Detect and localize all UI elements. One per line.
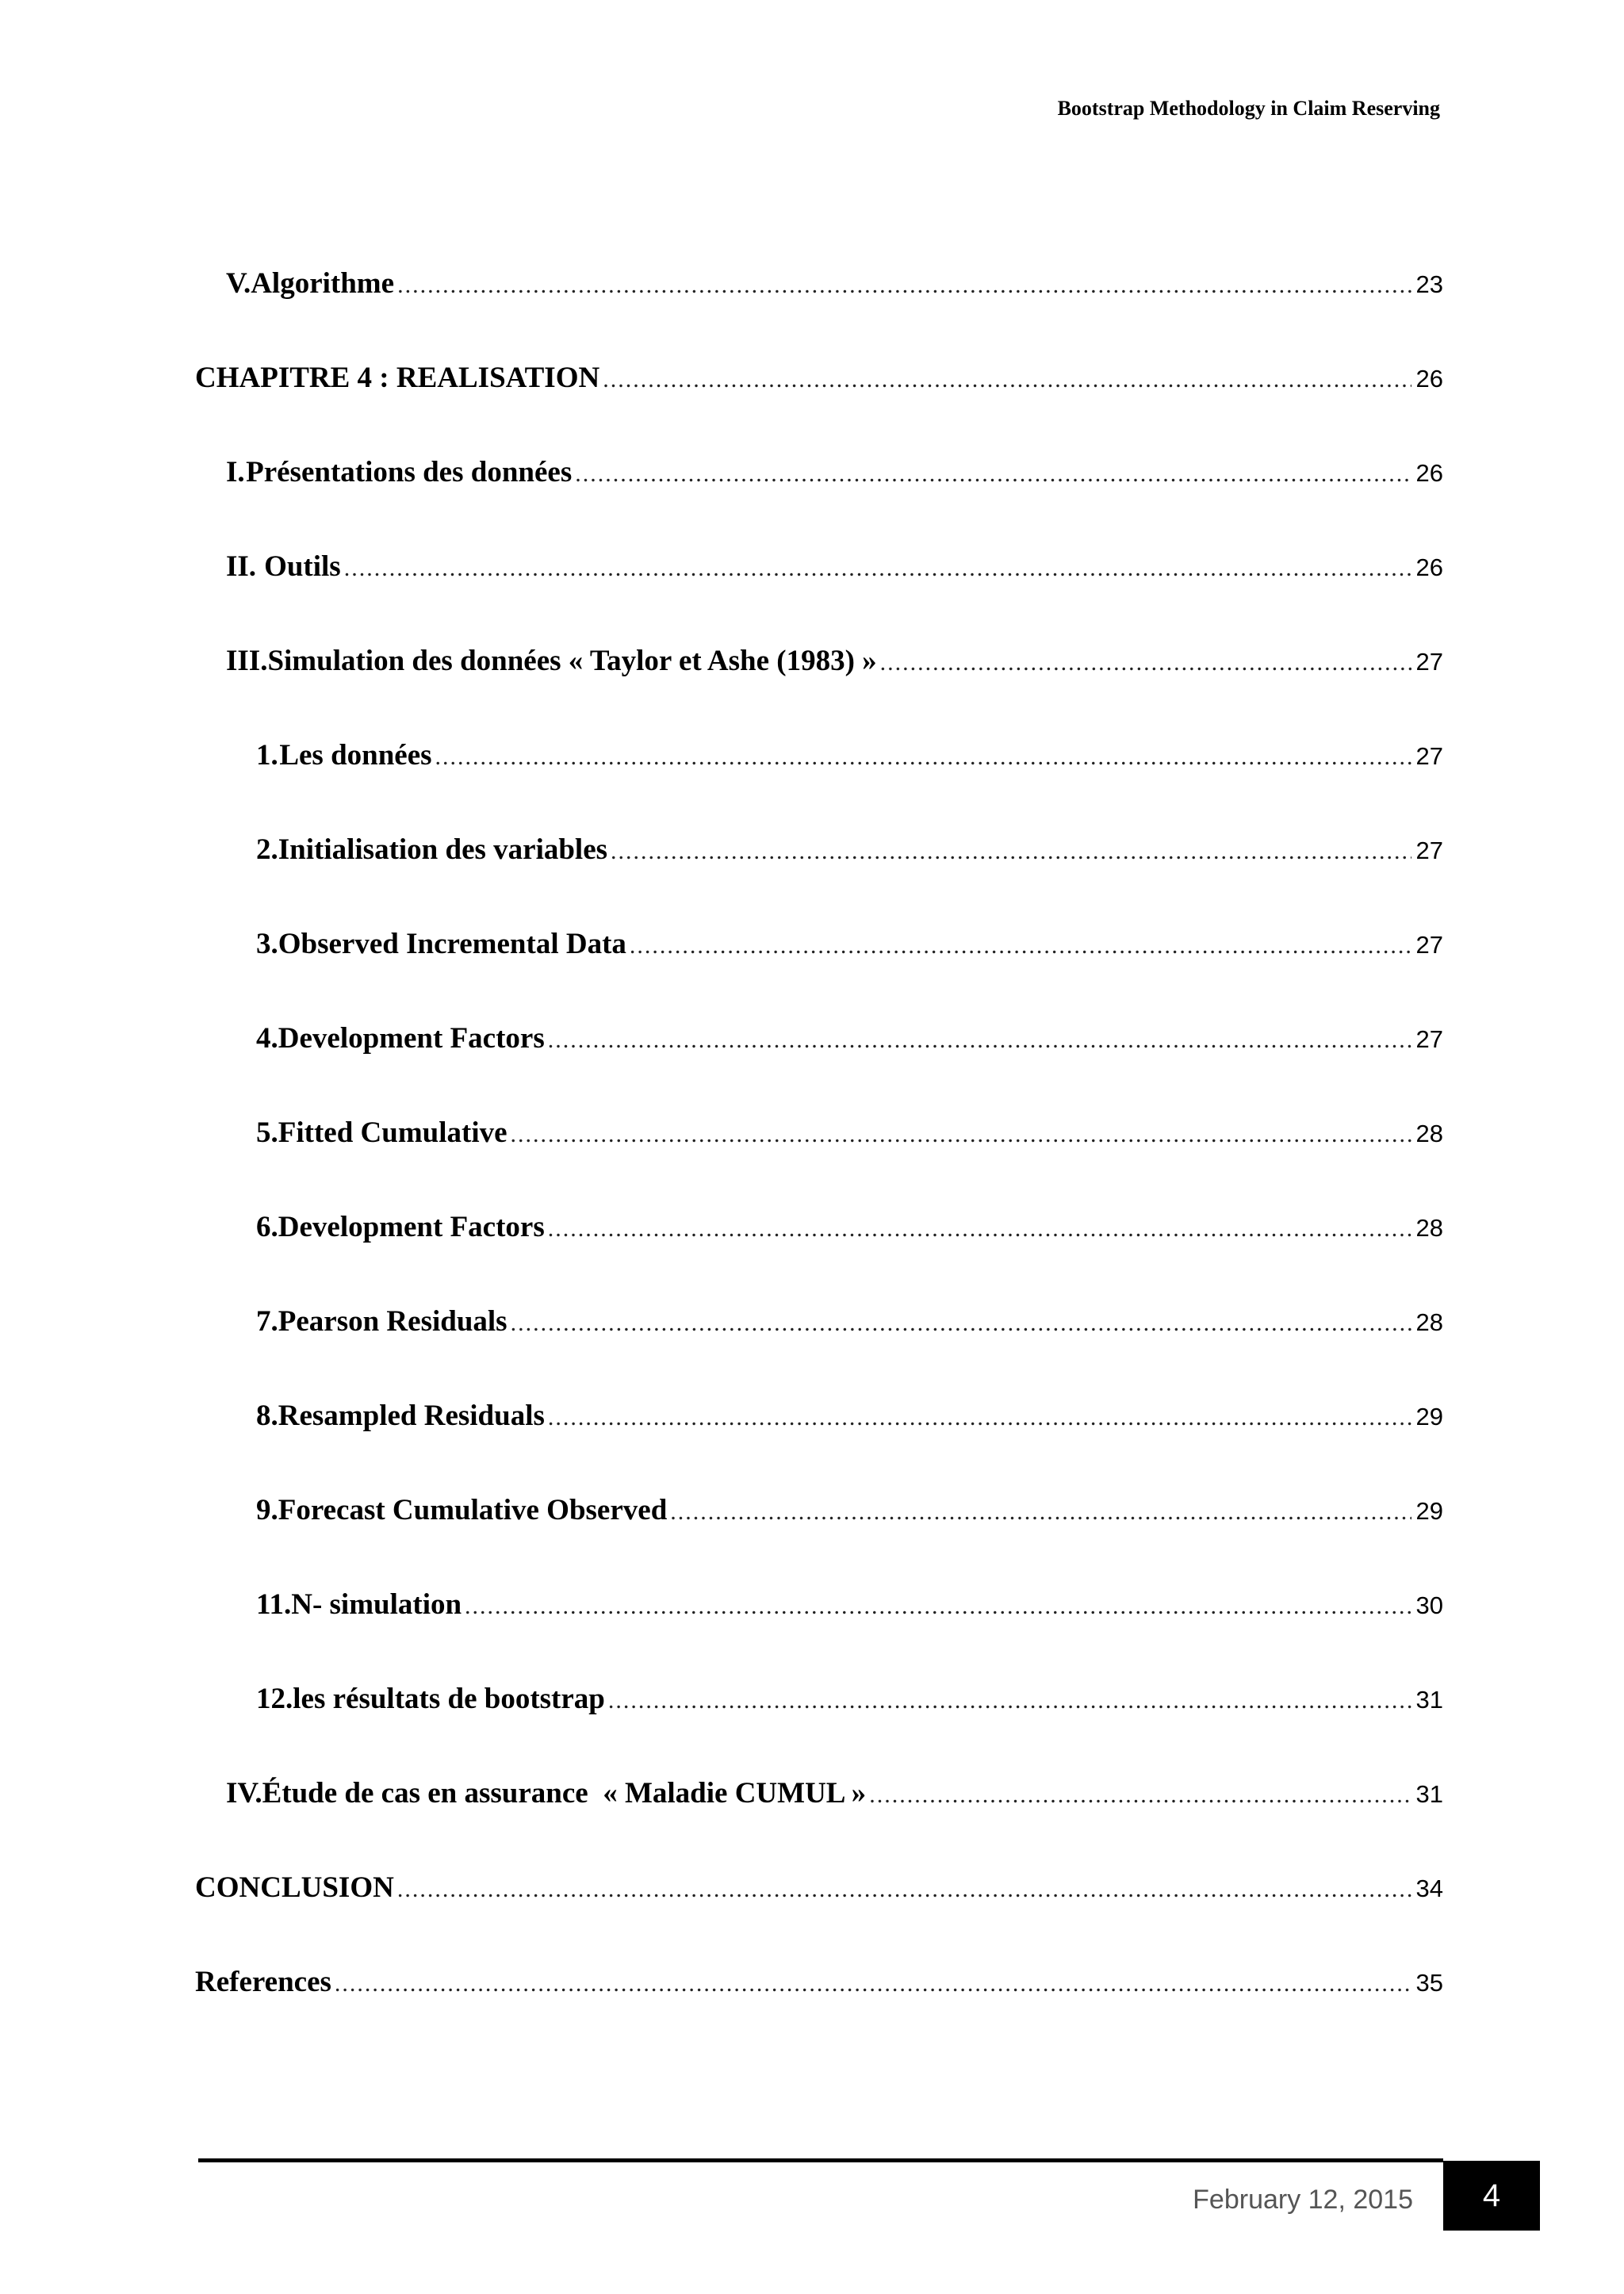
toc-entry-page: 26 xyxy=(1415,553,1443,581)
toc-entry-number: 2. xyxy=(256,833,278,866)
toc-entry[interactable] xyxy=(226,550,1443,597)
toc-dot-leader xyxy=(575,461,1411,488)
toc-entry[interactable] xyxy=(256,1021,1443,1069)
toc-dot-leader xyxy=(335,1970,1411,1997)
toc-entry-title: Initialisation des variables xyxy=(278,833,608,866)
toc-entry-page: 27 xyxy=(1415,1025,1443,1053)
toc-entry-page: 27 xyxy=(1415,648,1443,676)
running-header: Bootstrap Methodology in Claim Reserving xyxy=(1057,97,1440,120)
toc-entry[interactable] xyxy=(256,1682,1443,1729)
toc-entry-number: II. xyxy=(226,550,257,583)
toc-entry-title: Development Factors xyxy=(278,1022,545,1055)
page-number: 4 xyxy=(1443,2161,1540,2231)
toc-entry[interactable] xyxy=(256,1587,1443,1635)
toc-entry-number: I. xyxy=(226,456,245,488)
toc-entry-number: 1. xyxy=(256,739,278,772)
toc-entry-title: Development Factors xyxy=(278,1211,545,1243)
toc-entry-title: Étude de cas en assurance « Maladie CUMUL » xyxy=(262,1777,867,1810)
toc-dot-leader xyxy=(511,1121,1411,1148)
toc-entry-page: 34 xyxy=(1415,1875,1443,1902)
toc-entry-page: 29 xyxy=(1415,1403,1443,1430)
toc-entry[interactable] xyxy=(195,361,1443,408)
toc-dot-leader xyxy=(465,1593,1411,1620)
toc-entry-title: N- simulation xyxy=(291,1588,462,1621)
toc-entry[interactable] xyxy=(256,1116,1443,1163)
toc-entry[interactable] xyxy=(226,644,1443,691)
toc-entry-number: IV. xyxy=(226,1777,262,1810)
toc-entry[interactable] xyxy=(256,1493,1443,1541)
toc-entry-number: III. xyxy=(226,645,268,677)
toc-entry-title: CHAPITRE 4 : REALISATION xyxy=(195,362,600,394)
toc-entry-title: Resampled Residuals xyxy=(278,1400,545,1432)
toc-entry-title: Observed Incremental Data xyxy=(278,928,626,960)
toc-entry[interactable] xyxy=(256,738,1443,786)
toc-entry-page: 31 xyxy=(1415,1686,1443,1714)
toc-entry-number: 4. xyxy=(256,1022,278,1055)
toc-dot-leader xyxy=(548,1027,1411,1054)
toc-entry-title: Pearson Residuals xyxy=(278,1305,508,1338)
toc-entry-number: 6. xyxy=(256,1211,278,1243)
toc-entry[interactable] xyxy=(256,927,1443,975)
toc-entry-number: V. xyxy=(226,267,251,300)
toc-dot-leader xyxy=(548,1216,1411,1243)
footer-divider xyxy=(198,2158,1443,2162)
toc-entry[interactable] xyxy=(195,1965,1443,2013)
toc-dot-leader xyxy=(397,1876,1411,1903)
toc-dot-leader xyxy=(670,1499,1411,1526)
toc-dot-leader xyxy=(630,933,1411,959)
toc-entry-title: CONCLUSION xyxy=(195,1871,394,1904)
toc-entry-title: Forecast Cumulative Observed xyxy=(278,1494,668,1526)
toc-entry-page: 23 xyxy=(1415,270,1443,298)
toc-entry[interactable] xyxy=(256,833,1443,880)
toc-entry-number: 12. xyxy=(256,1683,293,1715)
toc-entry-page: 26 xyxy=(1415,365,1443,393)
toc-dot-leader xyxy=(869,1782,1411,1809)
footer-date: February 12, 2015 xyxy=(1193,2185,1413,2215)
toc-dot-leader xyxy=(344,555,1411,582)
toc-dot-leader xyxy=(611,838,1411,865)
toc-entry-title: Fitted Cumulative xyxy=(278,1116,508,1149)
toc-dot-leader xyxy=(603,366,1411,393)
toc-entry-title: Simulation des données « Taylor et Ashe (1983) » xyxy=(267,645,877,677)
toc-entry-number: 9. xyxy=(256,1494,278,1526)
toc-entry-number: 3. xyxy=(256,928,278,960)
toc-entry-page: 27 xyxy=(1415,931,1443,959)
toc-entry-title: les résultats de bootstrap xyxy=(293,1683,605,1715)
toc-entry-page: 31 xyxy=(1415,1780,1443,1808)
toc-entry-number: 5. xyxy=(256,1116,278,1149)
toc-dot-leader xyxy=(435,744,1411,771)
toc-entry-title: Outils xyxy=(264,550,341,583)
toc-dot-leader xyxy=(548,1404,1411,1431)
toc-entry[interactable] xyxy=(256,1210,1443,1258)
toc-entry[interactable] xyxy=(226,1776,1443,1824)
toc-entry-title: Les données xyxy=(279,739,432,772)
toc-entry[interactable] xyxy=(256,1304,1443,1352)
toc-entry[interactable] xyxy=(195,1871,1443,1918)
toc-entry-page: 27 xyxy=(1415,742,1443,770)
toc-dot-leader xyxy=(880,649,1411,676)
toc-dot-leader xyxy=(608,1687,1411,1714)
toc-entry-page: 28 xyxy=(1415,1120,1443,1147)
toc-entry-page: 27 xyxy=(1415,837,1443,864)
toc-entry[interactable] xyxy=(226,455,1443,503)
toc-entry-page: 28 xyxy=(1415,1308,1443,1336)
toc-entry-number: 7. xyxy=(256,1305,278,1338)
toc-dot-leader xyxy=(511,1310,1411,1337)
toc-entry-page: 30 xyxy=(1415,1591,1443,1619)
toc-entry-title: References xyxy=(195,1966,331,1998)
toc-entry-page: 26 xyxy=(1415,459,1443,487)
toc-entry-number: 8. xyxy=(256,1400,278,1432)
toc-entry[interactable] xyxy=(256,1399,1443,1446)
toc-entry-title: Présentations des données xyxy=(246,456,573,488)
toc-entry-page: 28 xyxy=(1415,1214,1443,1242)
toc-entry[interactable] xyxy=(226,266,1443,314)
toc-entry-title: Algorithme xyxy=(251,267,395,300)
toc-entry-number: 11. xyxy=(256,1588,292,1621)
toc-entry-page: 29 xyxy=(1415,1497,1443,1525)
toc-entry-page: 35 xyxy=(1415,1969,1443,1997)
toc-dot-leader xyxy=(397,272,1411,299)
